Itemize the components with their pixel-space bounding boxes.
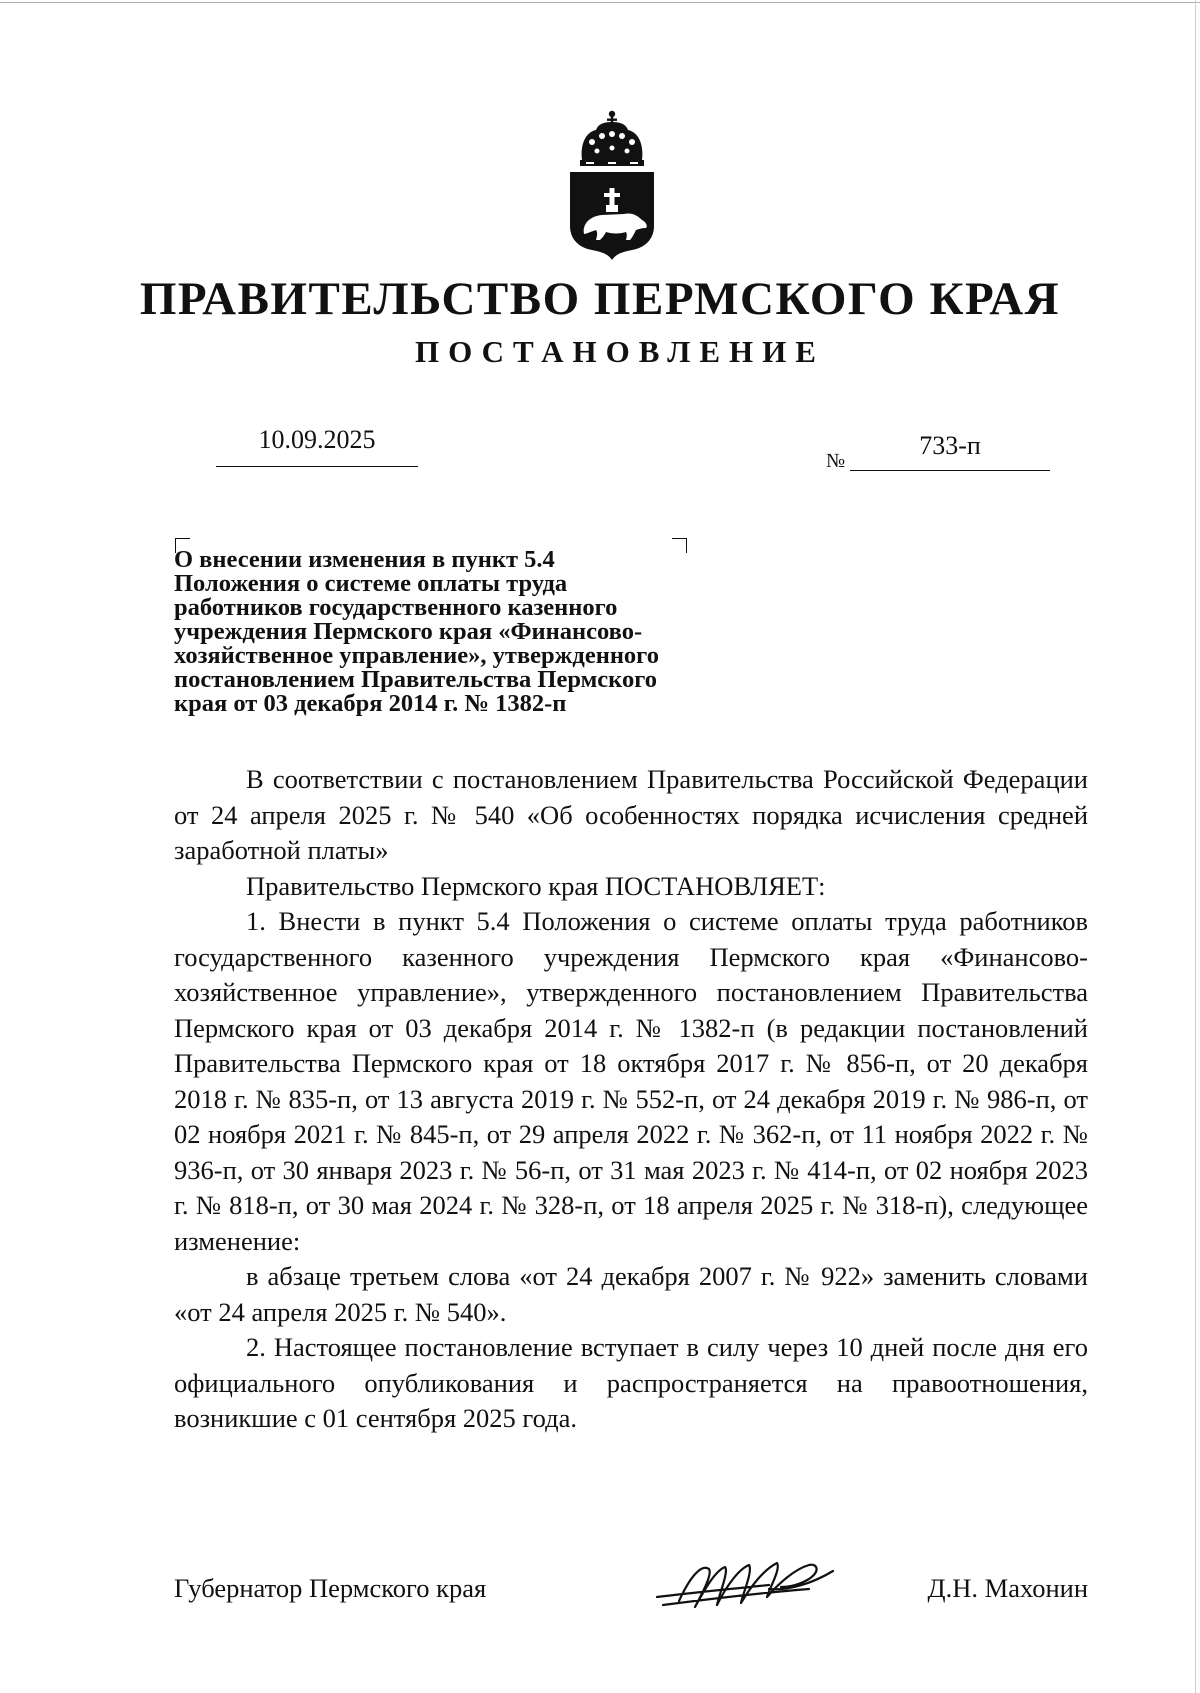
document-date — [216, 424, 418, 467]
signer-title: Губернатор Пермского края — [174, 1573, 487, 1603]
signer-name: Д.Н. Махонин — [927, 1573, 1088, 1603]
number-sign: № — [826, 450, 846, 472]
document-body — [174, 762, 1088, 1437]
body-paragraph: 1. Внести в пункт 5.4 Положения о системе оплаты труда работников государственного казенного учреждения Пермского края «Финансово-хозяйственное управление», утвержденного постановлением Правительства Пермского края от 03 декабря 2014 г. № 1382-п (в редакции постановлений Правительства Пермского края от 18 октября 2017 г. № 856-п, от 20 декабря 2018 г. № 835-п, от 13 августа 2019 г. № 552-п, от 24 декабря 2019 г. № 986-п, от 02 ноября 2021 г. № 845-п, от 29 апреля 2022 г. № 362-п, от 11 ноября 2022 г. № 936-п, от 30 января 2023 г. № 56-п, от 31 мая 2023 г. № 414-п, от 02 ноября 2023 г. № 818-п, от 30 мая 2024 г. № 328-п, от 18 апреля 2025 г. № 318-п), следующее изменение: — [174, 906, 1088, 1256]
handwritten-signature-icon — [649, 1549, 849, 1619]
scan-edge-line — [0, 2, 1200, 3]
organization-title: ПРАВИТЕЛЬСТВО ПЕРМСКОГО КРАЯ — [139, 273, 1061, 325]
body-paragraph: 2. Настоящее постановление вступает в силу через 10 дней после дня его официального опубликования и распространяется на правоотношения, возникшие с 01 сентября 2025 года. — [174, 1332, 1088, 1433]
subject-line: О внесении изменения в пункт 5.4 — [174, 546, 555, 573]
body-paragraph: Правительство Пермского края ПОСТАНОВЛЯЕТ: — [246, 870, 826, 901]
subject-line: хозяйственное управление», утвержденного — [174, 642, 659, 669]
perm-krai-coat-of-arms-icon — [566, 108, 658, 260]
date-value: 10.09.2025 — [258, 425, 376, 454]
subject-line: учреждения Пермского края «Финансово- — [174, 618, 643, 645]
number-underline — [850, 470, 1050, 471]
date-underline — [216, 466, 418, 467]
document-subject — [174, 548, 734, 716]
body-paragraph: В соответствии с постановлением Правительства Российской Федерации от 24 апреля 2025 г. № 540 «Об особенностях порядка исчисления средней заработной платы» — [174, 764, 1088, 865]
scan-edge-line-right — [1195, 0, 1196, 1693]
signature-block — [174, 1565, 1088, 1615]
document-type: ПОСТАНОВЛЕНИЕ — [415, 334, 825, 369]
body-paragraph: в абзаце третьем слова «от 24 декабря 2007 г. № 922» заменить словами «от 24 апреля 2025 г. № 540». — [174, 1261, 1088, 1327]
subject-line: постановлением Правительства Пермского — [174, 666, 657, 693]
number-value: 733-п — [919, 431, 981, 460]
subject-line: Положения о системе оплаты труда — [174, 570, 568, 597]
subject-line: работников государственного казенного — [174, 594, 618, 621]
subject-line: края от 03 декабря 2014 г. № 1382-п — [174, 690, 567, 717]
